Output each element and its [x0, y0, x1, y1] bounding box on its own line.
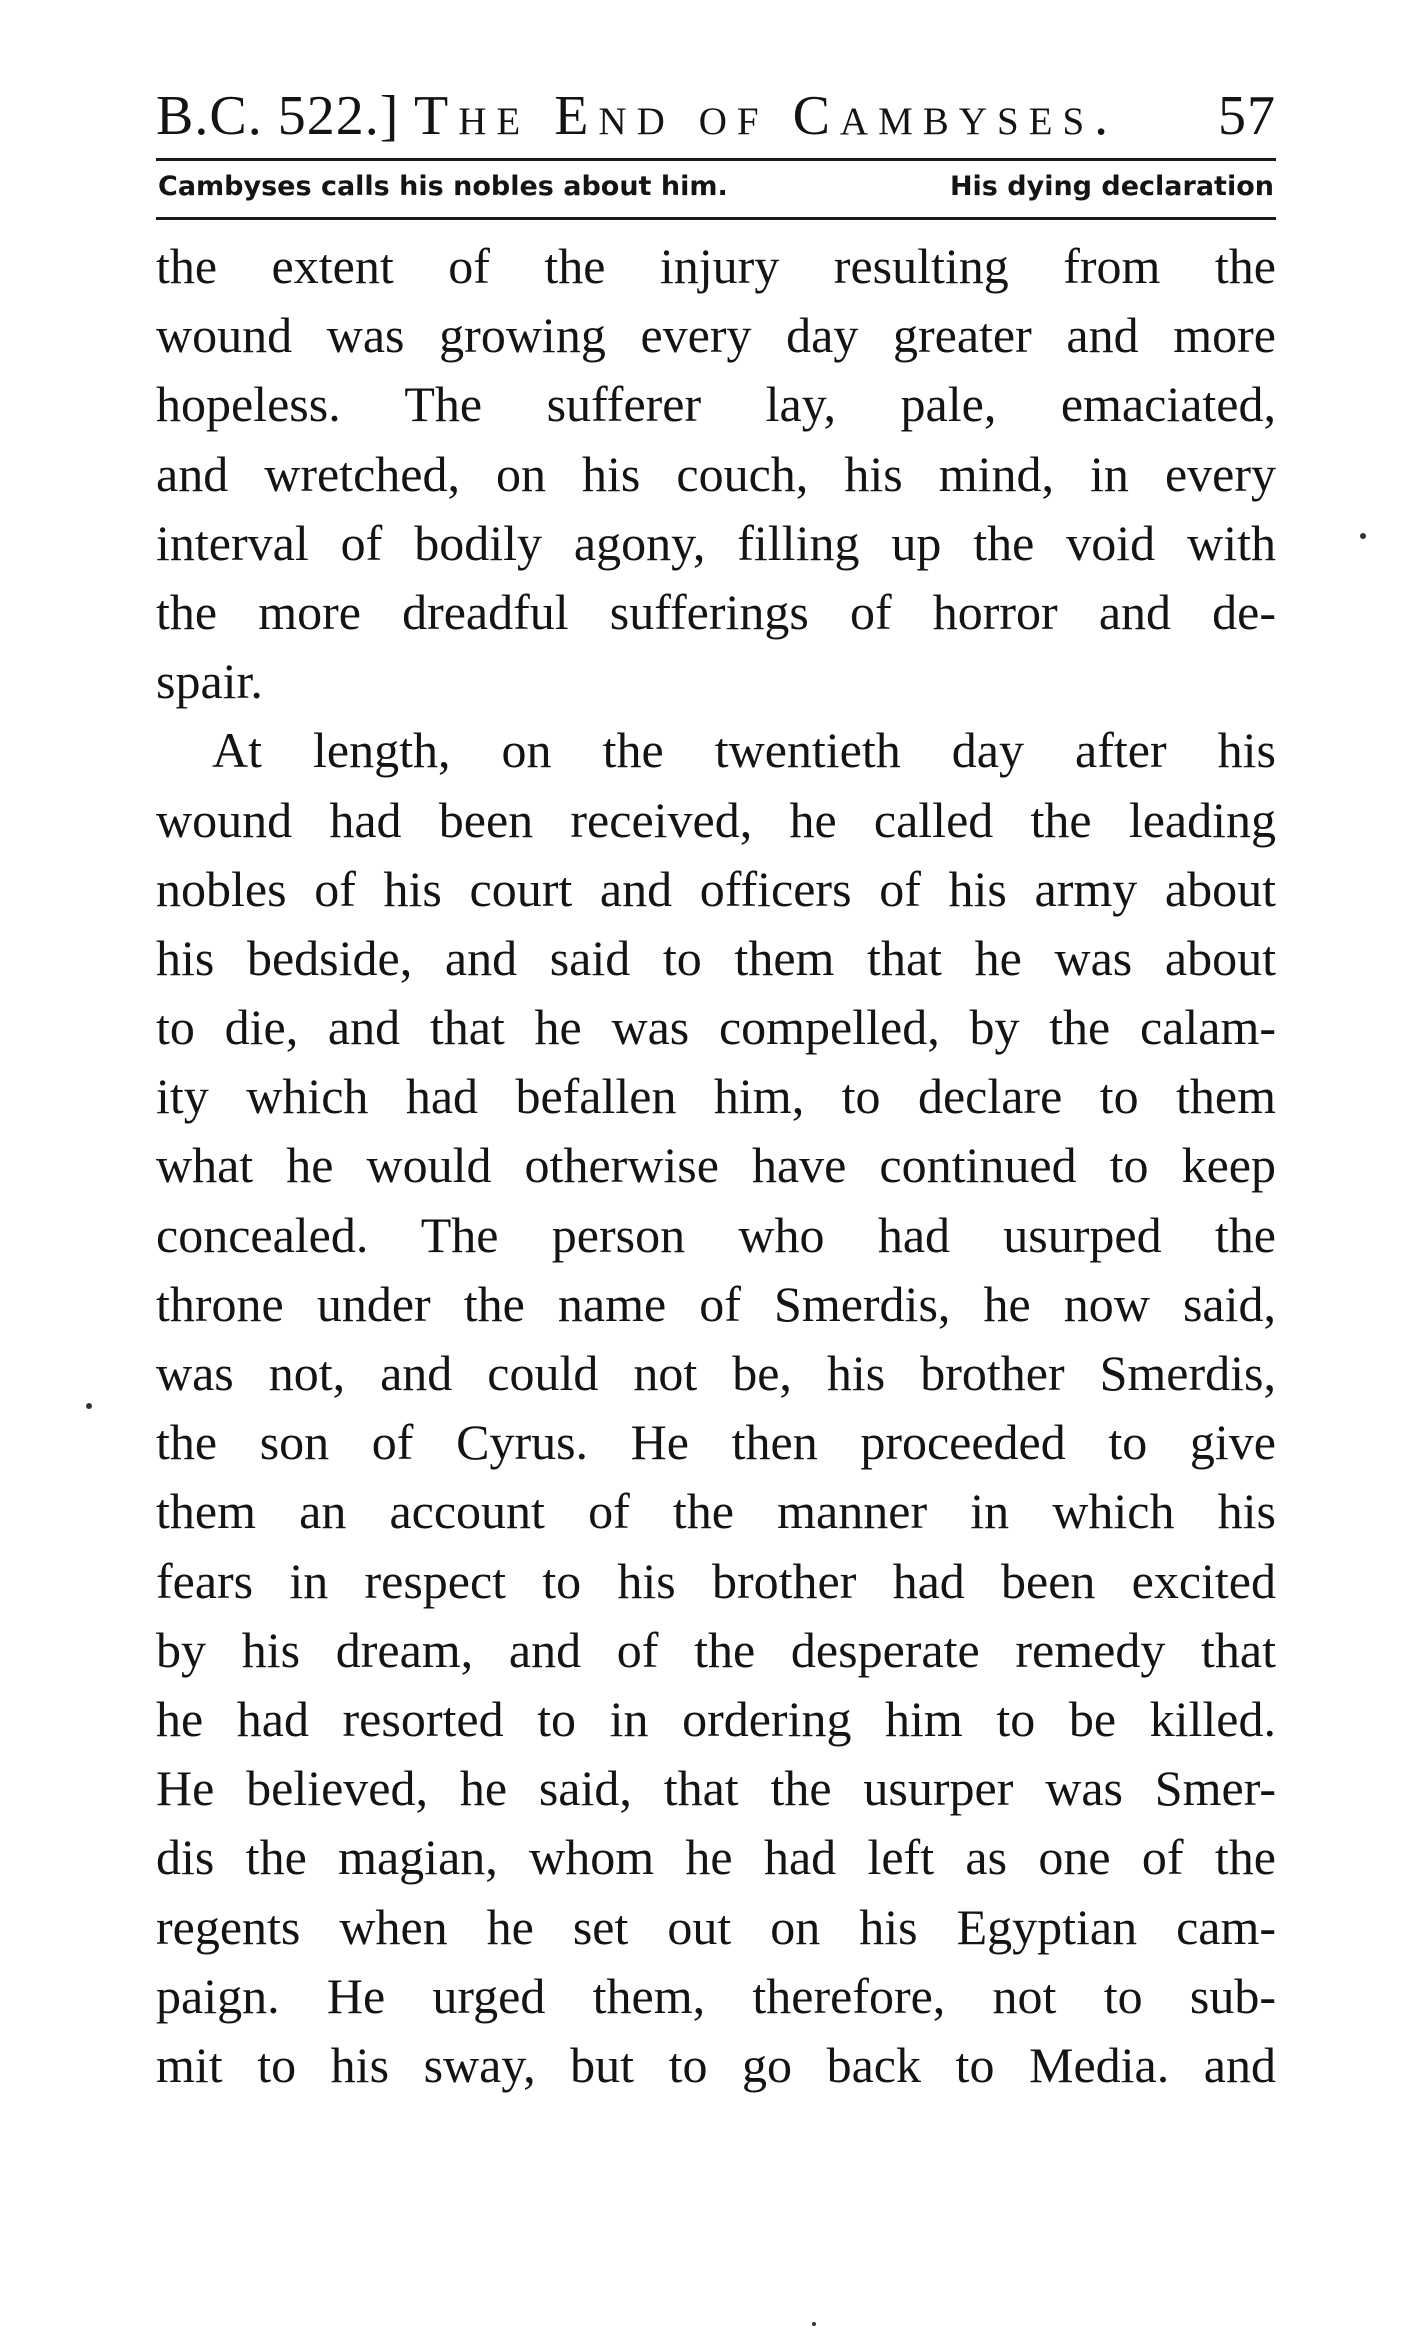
text-line: wound had been received, he called the leading	[156, 791, 1276, 848]
page-number: 57	[1218, 85, 1276, 147]
text-line: fears in respect to his brother had been excited	[156, 1552, 1276, 1609]
paragraph-start-line: At length, on the twentieth day after his	[212, 722, 1276, 779]
text-line: the more dreadful sufferings of horror and de-	[156, 583, 1276, 640]
running-head-title: The End of Cambyses.	[414, 85, 1119, 147]
text-line: regents when he set out on his Egyptian cam-	[156, 1898, 1276, 1955]
text-line: nobles of his court and officers of his army about	[156, 860, 1276, 917]
text-line: what he would otherwise have continued to keep	[156, 1137, 1276, 1194]
text-line: by his dream, and of the desperate remedy that	[156, 1621, 1276, 1678]
body-text	[156, 232, 1276, 2100]
text-line: concealed. The person who had usurped the	[156, 1206, 1276, 1263]
text-line: interval of bodily agony, filling up the void with	[156, 514, 1276, 571]
text-line: hopeless. The sufferer lay, pale, emaciated,	[156, 376, 1276, 433]
text-line: was not, and could not be, his brother Smerdis,	[156, 1345, 1276, 1401]
header-rule-bottom	[156, 217, 1276, 220]
text-line: mit to his sway, but to go back to Media. and	[156, 2036, 1276, 2093]
text-line: and wretched, on his couch, his mind, in every	[156, 445, 1276, 502]
book-page	[156, 62, 1276, 2100]
text-line: dis the magian, whom he had left as one of the	[156, 1829, 1276, 1886]
text-line: his bedside, and said to them that he was about	[156, 929, 1276, 986]
text-line: the extent of the injury resulting from the	[156, 238, 1276, 294]
running-head	[156, 62, 1276, 158]
side-note-left: Cambyses calls his nobles about him.	[158, 171, 728, 202]
paragraph-end-line: spair.	[156, 653, 263, 710]
side-note-right: His dying declaration	[949, 171, 1274, 202]
text-line: He believed, he said, that the usurper was Smer-	[156, 1760, 1276, 1817]
scan-speck	[812, 2322, 816, 2326]
text-line: wound was growing every day greater and more	[156, 307, 1276, 364]
text-line: to die, and that he was compelled, by the calam-	[156, 999, 1276, 1056]
text-line: he had resorted to in ordering him to be killed.	[156, 1690, 1276, 1747]
running-head-date: B.C. 522.]	[156, 85, 400, 147]
text-line: ity which had befallen him, to declare to them	[156, 1068, 1276, 1125]
scan-speck	[1360, 533, 1366, 539]
text-line: the son of Cyrus. He then proceeded to give	[156, 1414, 1276, 1471]
scan-speck	[86, 1403, 92, 1409]
text-line: throne under the name of Smerdis, he now said,	[156, 1275, 1276, 1332]
side-notes	[156, 161, 1276, 217]
text-line: paign. He urged them, therefore, not to sub-	[156, 1967, 1276, 2024]
text-line: them an account of the manner in which his	[156, 1483, 1276, 1540]
